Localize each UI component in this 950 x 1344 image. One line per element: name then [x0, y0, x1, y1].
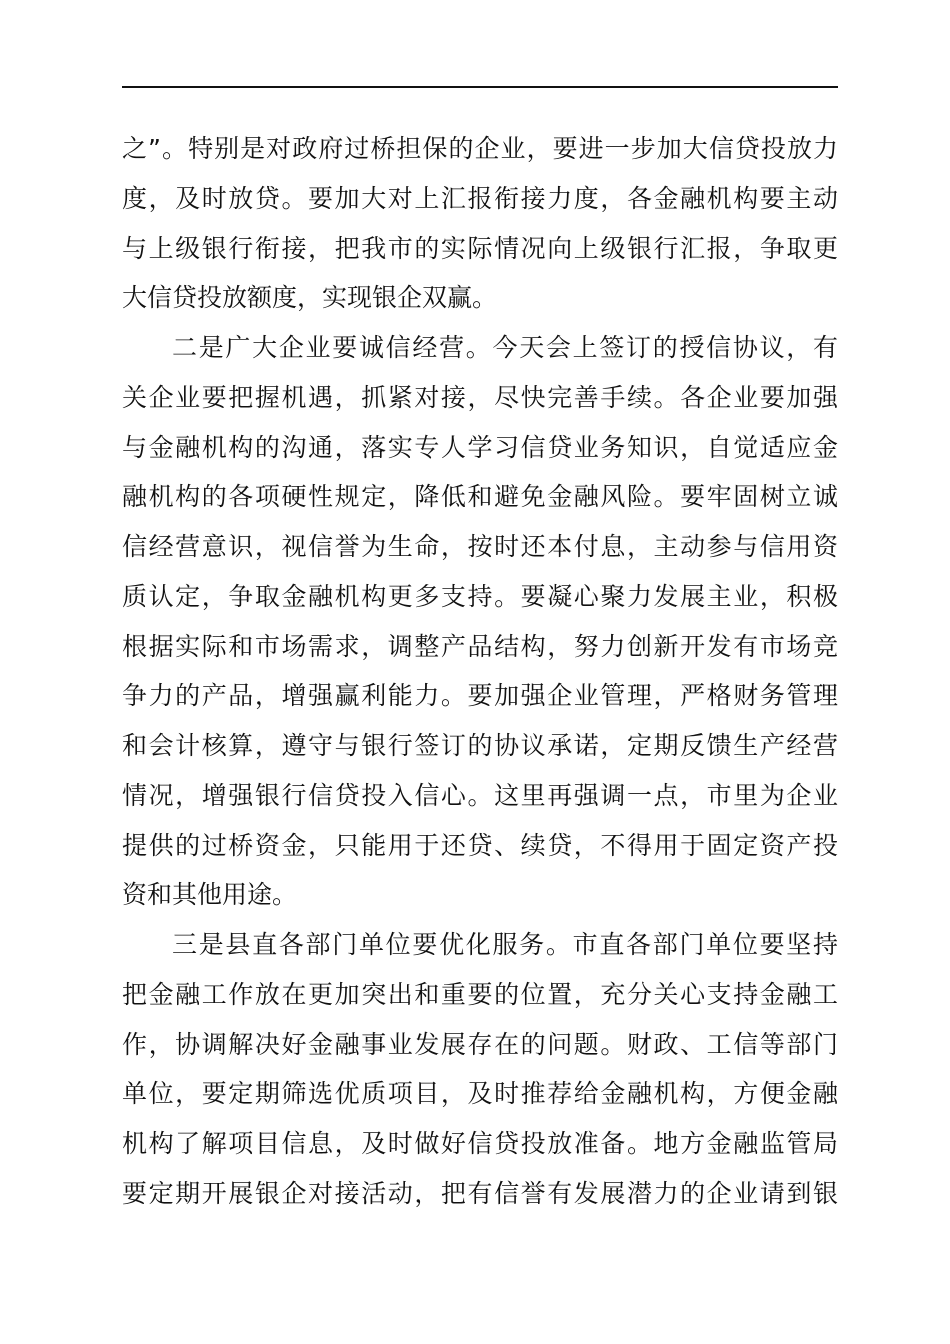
- paragraph-line: 情况，增强银行信贷投入信心。这里再强调一点，市里为企业: [122, 780, 838, 810]
- header-rule: [122, 86, 838, 88]
- paragraph-line: 和会计核算，遵守与银行签订的协议承诺，定期反馈生产经营: [122, 731, 838, 760]
- paragraph-2: [122, 323, 838, 920]
- paragraph-line: 大信贷投放额度，实现银企双赢。: [122, 283, 498, 313]
- paragraph-line: 与上级银行衔接，把我市的实际情况向上级银行汇报，争取更: [122, 233, 838, 263]
- paragraph-3: [122, 920, 838, 1219]
- paragraph-line: 二是广大企业要诚信经营。今天会上签订的授信协议，有: [172, 333, 838, 362]
- paragraph-line: 根据实际和市场需求，调整产品结构，努力创新开发有市场竞: [122, 631, 838, 661]
- paragraph-line: 作，协调解决好金融事业发展存在的问题。财政、工信等部门: [122, 1029, 838, 1059]
- paragraph-line: 度，及时放贷。要加大对上汇报衔接力度，各金融机构要主动: [122, 183, 838, 213]
- paragraph-line: 三是县直各部门单位要优化服务。市直各部门单位要坚持: [172, 930, 838, 959]
- paragraph-line: 信经营意识，视信誉为生命，按时还本付息，主动参与信用资: [122, 532, 838, 561]
- document-body: [122, 124, 838, 1219]
- paragraph-line: 之”。特别是对政府过桥担保的企业，要进一步加大信贷投放力: [122, 134, 838, 163]
- paragraph-line: 争力的产品，增强赢利能力。要加强企业管理，严格财务管理: [122, 681, 838, 711]
- paragraph-line: 把金融工作放在更加突出和重要的位置，充分关心支持金融工: [122, 979, 838, 1009]
- paragraph-line: 单位，要定期筛选优质项目，及时推荐给金融机构，方便金融: [122, 1079, 838, 1109]
- paragraph-line: 资和其他用途。: [122, 880, 298, 910]
- paragraph-line: 融机构的各项硬性规定，降低和避免金融风险。要牢固树立诚: [122, 482, 838, 512]
- paragraph-line: 与金融机构的沟通，落实专人学习信贷业务知识，自觉适应金: [122, 432, 838, 462]
- paragraph-line: 要定期开展银企对接活动，把有信誉有发展潜力的企业请到银: [122, 1178, 838, 1208]
- paragraph-line: 关企业要把握机遇，抓紧对接，尽快完善手续。各企业要加强: [122, 382, 838, 412]
- paragraph-line: 机构了解项目信息，及时做好信贷投放准备。地方金融监管局: [122, 1129, 838, 1158]
- paragraph-1: [122, 124, 838, 323]
- paragraph-line: 提供的过桥资金，只能用于还贷、续贷，不得用于固定资产投: [122, 830, 838, 860]
- paragraph-line: 质认定，争取金融机构更多支持。要凝心聚力发展主业，积极: [122, 581, 838, 611]
